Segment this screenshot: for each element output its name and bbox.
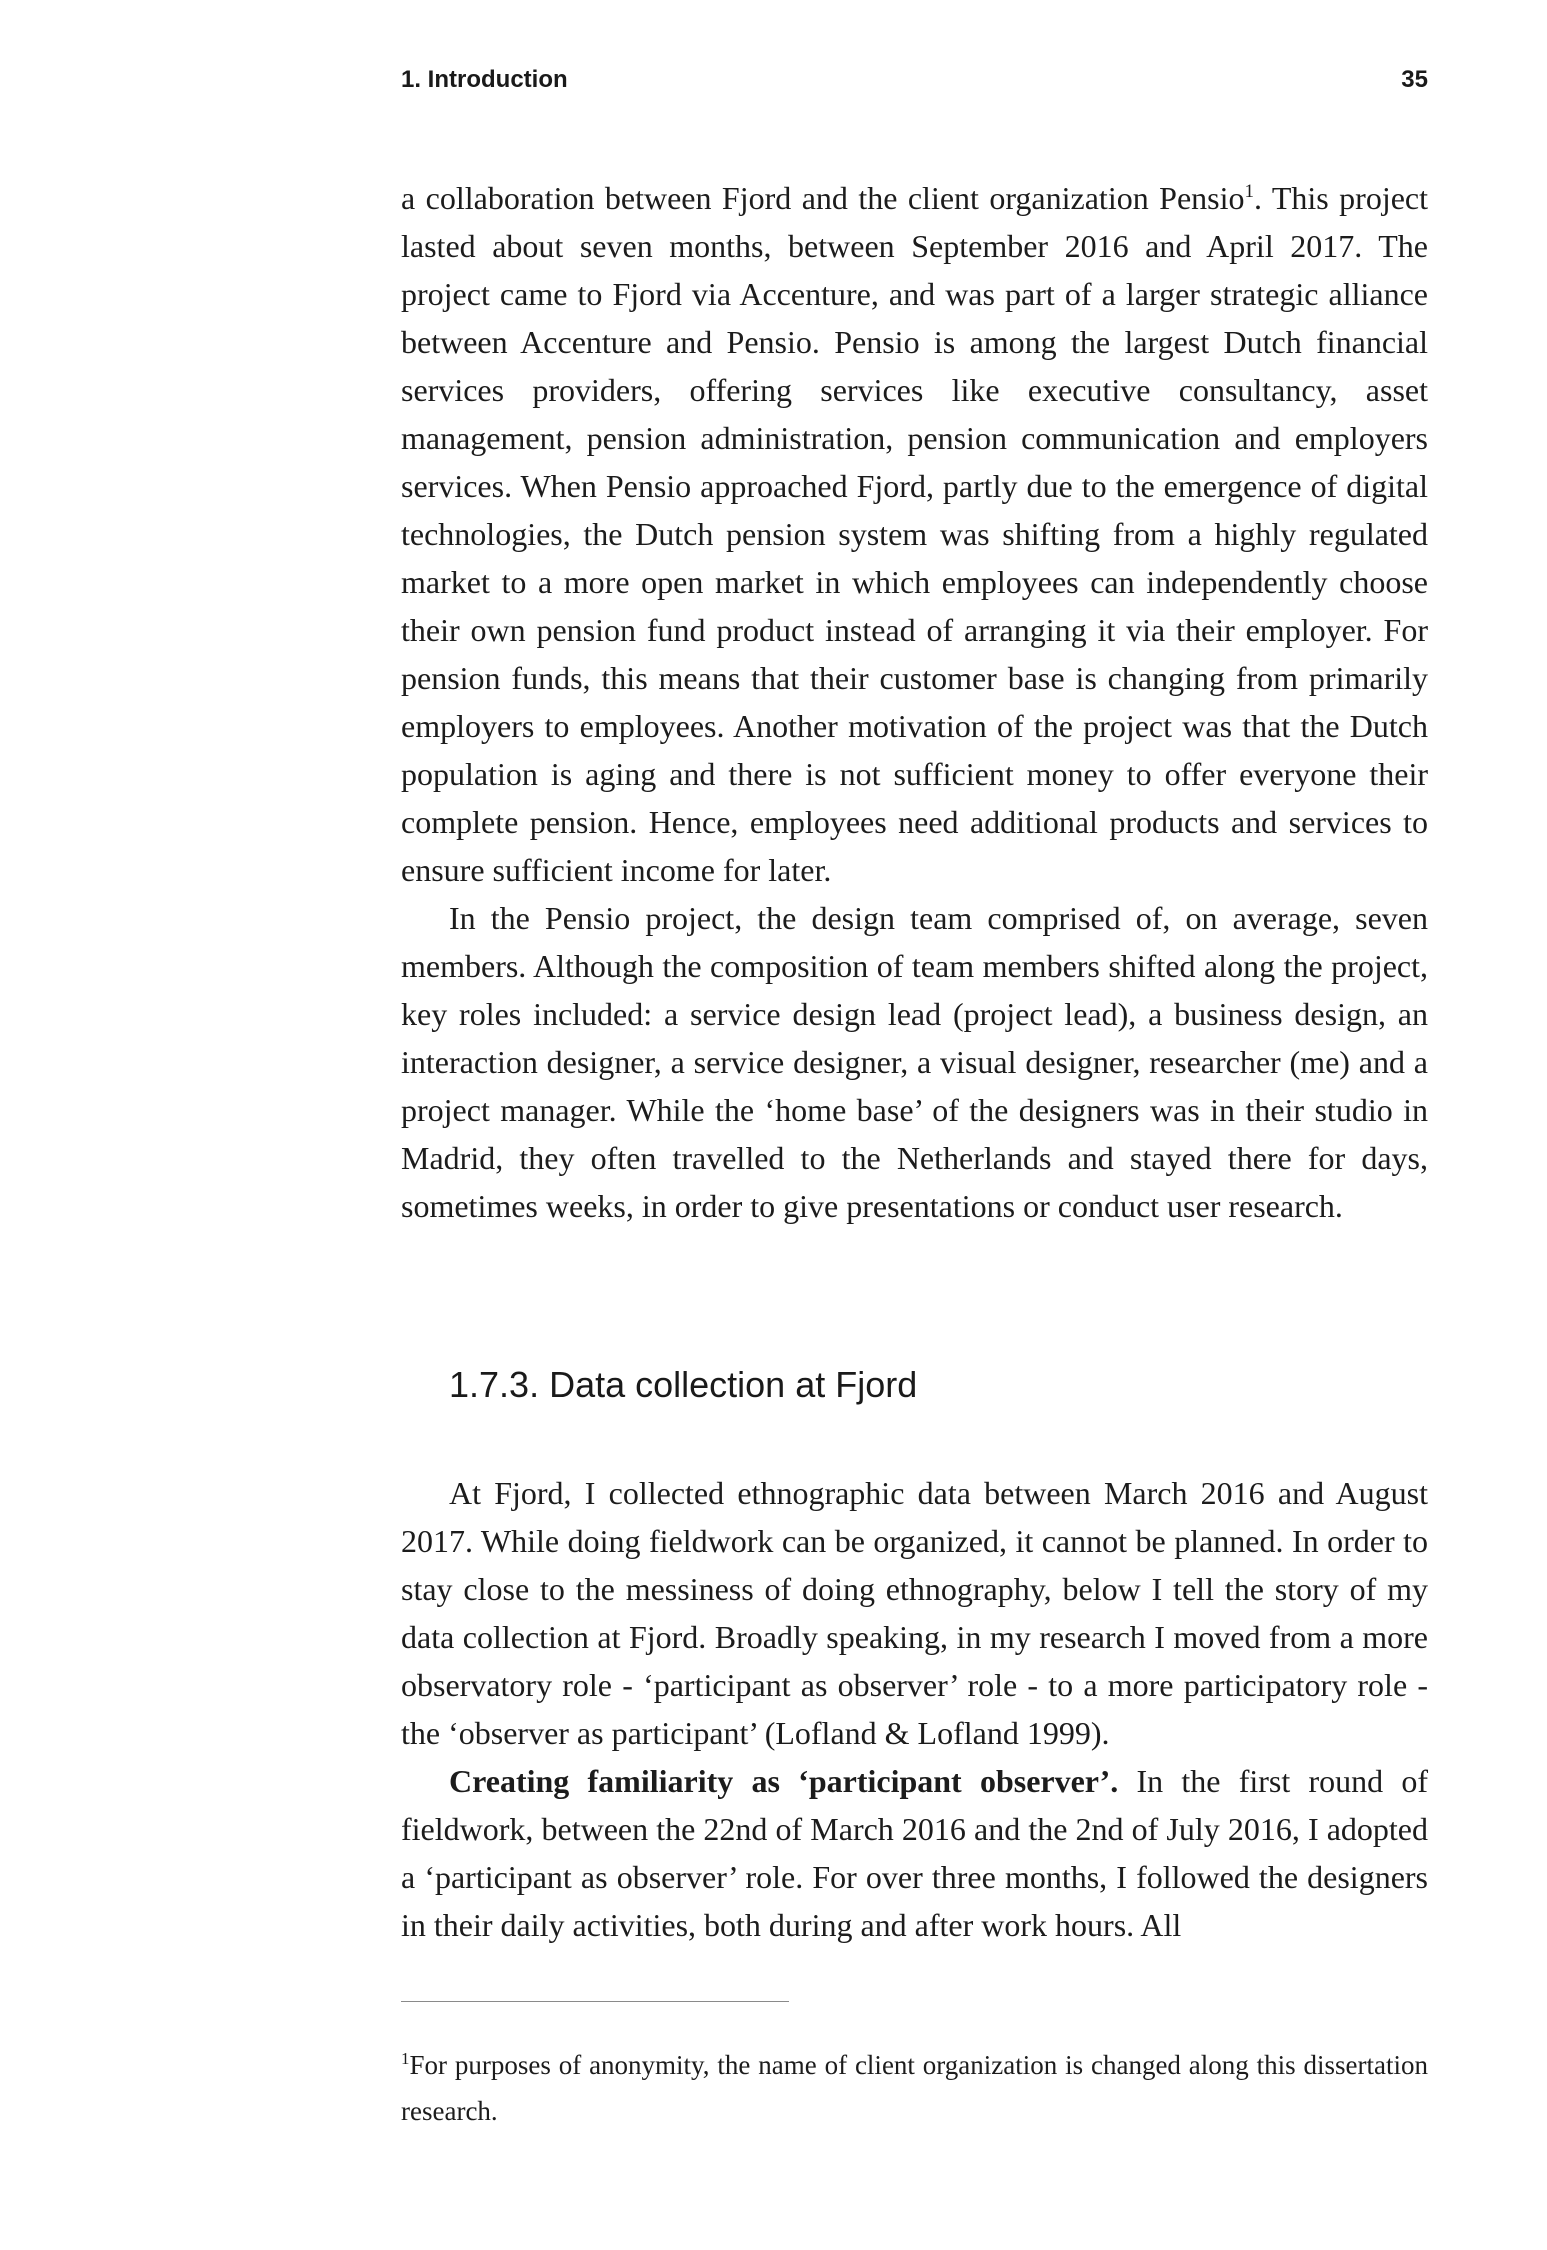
paragraph-text: In the first round of fieldwork, between the 22nd of March 2016 and the 2nd of July 2016, I adopted a ‘participant as observer’ role. For over three months, I followed the designers in their daily activities, both during and after work hours. All [401,1763,1429,1943]
paragraph-data-collection: At Fjord, I collected ethnographic data between March 2016 and August 2017. While doing fieldwork can be organized, it cannot be planned. In order to stay close to the messiness of doing ethnography, below I tell the story of my data collection at Fjord. Broadly speaking, in my research I moved from a more observatory role - ‘participant as observer’ role - to a more participatory role - the ‘observer as participant’ (Lofland & Lofland 1999). [401,1475,1428,1751]
footnote [401,2042,1428,2134]
paragraph-familiarity [401,1757,1428,1949]
footnote-mark: 1 [401,2049,410,2068]
chapter-title: 1. Introduction [401,66,568,93]
run-in-heading: Creating familiarity as ‘participant observer’. [449,1763,1119,1799]
paragraph-pensio-intro [401,174,1428,894]
footnote-text: For purposes of anonymity, the name of client organization is changed along this dissertation research. [401,2050,1428,2126]
paragraph-text: . This project lasted about seven months, between September 2016 and April 2017. The project came to Fjord via Accenture, and was part of a larger strategic alliance between Accenture and Pensio. Pensio is among the largest Dutch financial services providers, offering services like executive consultancy, asset management, pension administration, pension communication and employers services. When Pensio approached Fjord, partly due to the emergence of digital technologies, the Dutch pension system was shifting from a highly regulated market to a more open market in which employees can independently choose their own pension fund product instead of arranging it via their employer. For pension funds, this means that their customer base is changing from primarily employers to employees. Another motivation of the project was that the Dutch population is aging and there is not sufficient money to offer everyone their complete pension. Hence, employees need additional products and services to ensure sufficient income for later. [401,180,1429,888]
paragraph-design-team: In the Pensio project, the design team comprised of, on average, seven members. Although the composition of team members shifted along the project, key roles included: a service design lead (project lead), a business design, an interaction designer, a service designer, a visual designer, researcher (me) and a project manager. While the ‘home base’ of the designers was in their studio in Madrid, they often travelled to the Netherlands and stayed there for days, sometimes weeks, in order to give presentations or conduct user research. [401,900,1428,1224]
body-text-bottom [401,1469,1428,1949]
footnote-reference[interactable]: 1 [1244,181,1254,202]
paragraph-text: a collaboration between Fjord and the client organization Pensio [401,180,1245,216]
running-header [401,66,1428,94]
section-heading: 1.7.3. Data collection at Fjord [449,1364,918,1405]
body-text-top [401,174,1428,1230]
footnote-divider [401,2001,789,2002]
page-number: 35 [1401,66,1428,93]
